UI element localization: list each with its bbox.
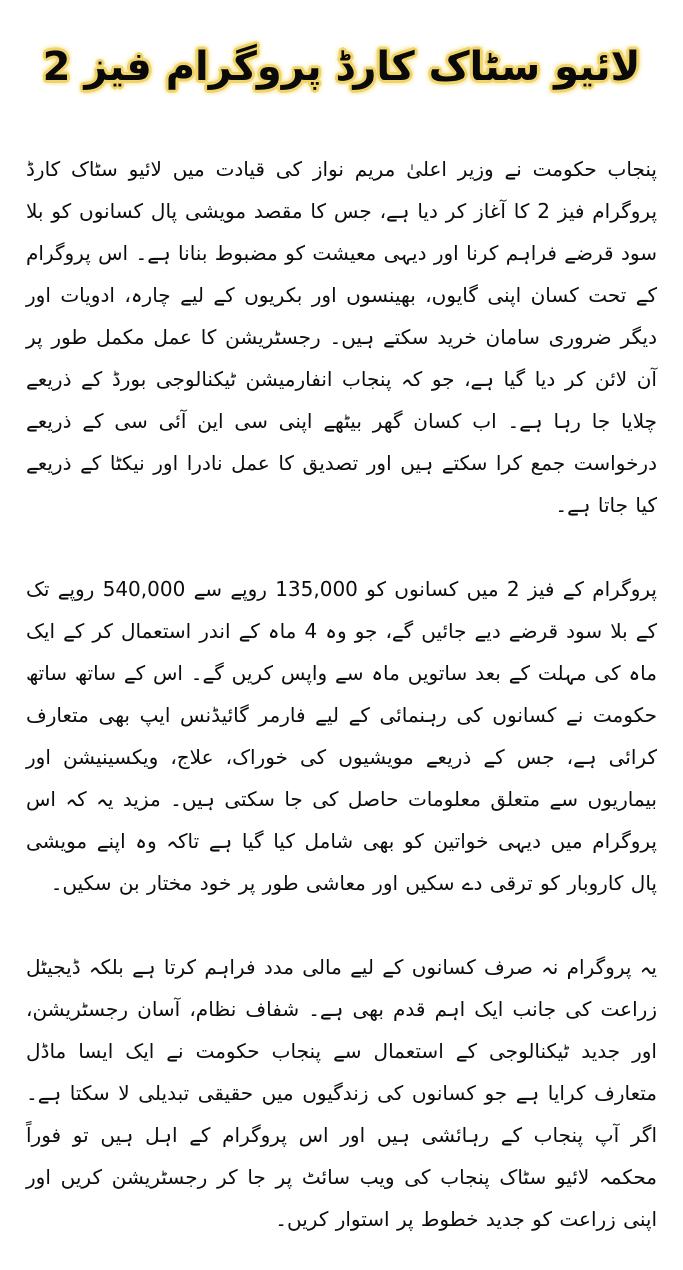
article-header [26,32,657,102]
article-paragraph-intro: پنجاب حکومت نے وزیر اعلیٰ مریم نواز کی قیادت میں لائیو سٹاک کارڈ پروگرام فیز 2 کا آغاز کر دیا ہے، جس کا مقصد مویشی پال کسانوں کو بلا سود قرضے فراہم کرنا اور دیہی معیشت کو مضبوط بنانا ہے۔ اس پروگرام کے تحت کسان اپنی گایوں، بھینسوں اور بکریوں کے لیے چارہ، ادویات اور دیگر ضروری سامان خرید سکتے ہیں۔ رجسٹریشن کا عمل مکمل طور پر آن لائن کر دیا گیا ہے، جو کہ پنجاب انفارمیشن ٹیکنالوجی بورڈ کے ذریعے چلایا جا رہا ہے۔ اب کسان گھر بیٹھے اپنی سی این آئی سی کے ذریعے درخواست جمع کرا سکتے ہیں اور تصدیق کا عمل نادرا اور نیکٹا کے ذریعے کیا جاتا ہے۔ [26,157,658,517]
article-body [26,148,657,1240]
article-paragraph-loan-details: پروگرام کے فیز 2 میں کسانوں کو 135,000 روپے سے 540,000 روپے تک کے بلا سود قرضے دیے جائیں گے، جو وہ 4 ماہ کے اندر استعمال کر کے ایک ماہ کی مہلت کے بعد ساتویں ماہ سے واپس کریں گے۔ اس کے ساتھ ساتھ حکومت نے کسانوں کی رہنمائی کے لیے فارمر گائیڈنس ایپ بھی متعارف کرائی ہے، جس کے ذریعے مویشیوں کی خوراک، علاج، ویکسینیشن اور بیماریوں سے متعلق معلومات حاصل کی جا سکتی ہیں۔ مزید یہ کہ اس پروگرام میں دیہی خواتین کو بھی شامل کیا گیا ہے تاکہ وہ اپنے مویشی پال کاروبار کو ترقی دے سکیں اور معاشی طور پر خود مختار بن سکیں۔ [26,577,657,895]
article-paragraph-conclusion: یہ پروگرام نہ صرف کسانوں کے لیے مالی مدد فراہم کرتا ہے بلکہ ڈیجیٹل زراعت کی جانب ایک اہم قدم بھی ہے۔ شفاف نظام، آسان رجسٹریشن، اور جدید ٹیکنالوجی کے استعمال سے پنجاب حکومت نے ایک ایسا ماڈل متعارف کرایا ہے جو کسانوں کی زندگیوں میں حقیقی تبدیلی لا سکتا ہے۔ اگر آپ پنجاب کے رہائشی ہیں اور اس پروگرام کے اہل ہیں تو فوراً محکمہ لائیو سٹاک پنجاب کی ویب سائٹ پر جا کر رجسٹریشن کریں اور اپنی زراعت کو جدید خطوط پر استوار کریں۔ [26,955,657,1231]
page-title: لائیو سٹاک کارڈ پروگرام فیز 2 [42,44,641,90]
